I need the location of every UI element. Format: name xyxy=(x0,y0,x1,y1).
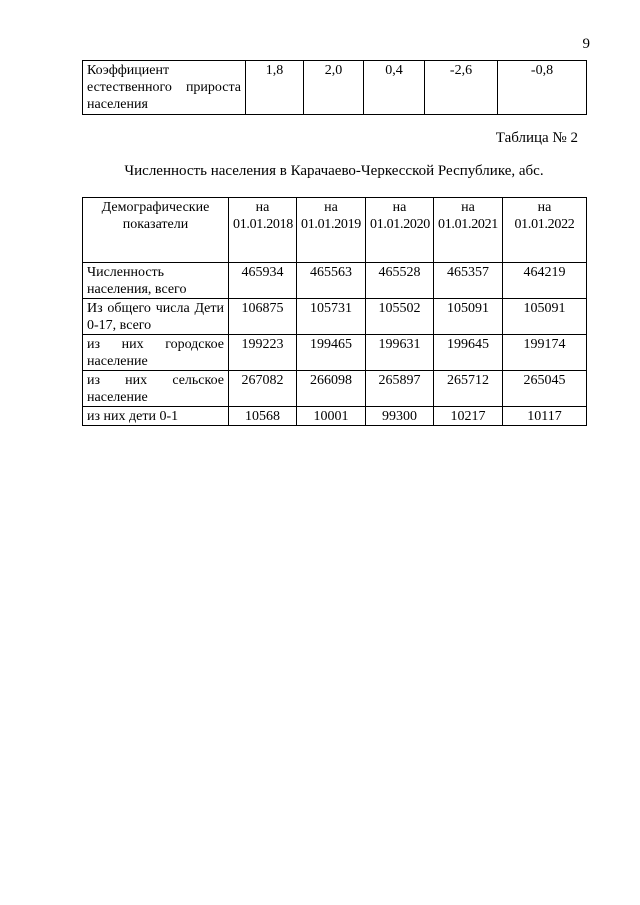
header-date: 01.01.2021 xyxy=(438,217,499,232)
table-row xyxy=(83,335,587,371)
table-cell: 199465 xyxy=(297,335,366,371)
table-cell: 1,8 xyxy=(246,61,304,115)
table-cell: 0,4 xyxy=(364,61,425,115)
table-cell: 199223 xyxy=(229,335,297,371)
column-header xyxy=(229,198,297,263)
page-number: 9 xyxy=(582,36,590,52)
table-row xyxy=(83,299,587,335)
natural-growth-table xyxy=(82,60,587,115)
table-cell: 105091 xyxy=(434,299,503,335)
table-cell: 106875 xyxy=(229,299,297,335)
table-caption: Таблица № 2 xyxy=(495,130,578,146)
table-cell: 2,0 xyxy=(304,61,364,115)
header-date: 01.01.2020 xyxy=(370,217,431,232)
header-prefix: на xyxy=(255,200,270,215)
header-date: 01.01.2022 xyxy=(514,217,575,232)
row-label: из них городское население xyxy=(83,335,229,371)
table-cell: 105502 xyxy=(366,299,434,335)
table-cell: -0,8 xyxy=(498,61,587,115)
column-header xyxy=(366,198,434,263)
header-prefix: на xyxy=(537,200,552,215)
table-cell: 465357 xyxy=(434,263,503,299)
row-label: из них дети 0-1 xyxy=(83,407,229,426)
table-row xyxy=(83,371,587,407)
table-row xyxy=(83,263,587,299)
column-header xyxy=(83,198,229,263)
table-cell: 267082 xyxy=(229,371,297,407)
table-cell: 199645 xyxy=(434,335,503,371)
table-cell: 464219 xyxy=(503,263,587,299)
table-cell: 10568 xyxy=(229,407,297,426)
table-cell: 105731 xyxy=(297,299,366,335)
table-cell: 99300 xyxy=(366,407,434,426)
header-date: 01.01.2019 xyxy=(301,217,362,232)
table-cell: 266098 xyxy=(297,371,366,407)
column-header xyxy=(434,198,503,263)
row-label: Численность населения, всего xyxy=(83,263,229,299)
table-cell: 105091 xyxy=(503,299,587,335)
column-header xyxy=(297,198,366,263)
row-label: из них сельское население xyxy=(83,371,229,407)
table-cell: 265712 xyxy=(434,371,503,407)
header-prefix: на xyxy=(324,200,338,215)
table-cell: 10117 xyxy=(503,407,587,426)
population-table xyxy=(82,197,587,426)
table-cell: 465934 xyxy=(229,263,297,299)
header-date: 01.01.2018 xyxy=(233,217,294,232)
table-cell: 265897 xyxy=(366,371,434,407)
header-prefix: на xyxy=(392,200,407,215)
table-cell: 10001 xyxy=(297,407,366,426)
table-cell: 265045 xyxy=(503,371,587,407)
table-title: Численность населения в Карачаево-Черкесской Республике, абс. xyxy=(124,163,544,179)
table-cell: 199174 xyxy=(503,335,587,371)
table-cell: 465528 xyxy=(366,263,434,299)
header-prefix: на xyxy=(461,200,475,215)
table-cell: 465563 xyxy=(297,263,366,299)
table-cell: 199631 xyxy=(366,335,434,371)
header-label: Демографические показатели xyxy=(101,200,210,232)
column-header xyxy=(503,198,587,263)
table-row xyxy=(83,61,587,115)
table-header-row xyxy=(83,198,587,263)
table-row xyxy=(83,407,587,426)
table-cell: 10217 xyxy=(434,407,503,426)
row-label: Из общего числа Дети 0-17, всего xyxy=(83,299,229,335)
row-label: Коэффициент естественного прироста населения xyxy=(83,61,246,115)
table-cell: -2,6 xyxy=(425,61,498,115)
